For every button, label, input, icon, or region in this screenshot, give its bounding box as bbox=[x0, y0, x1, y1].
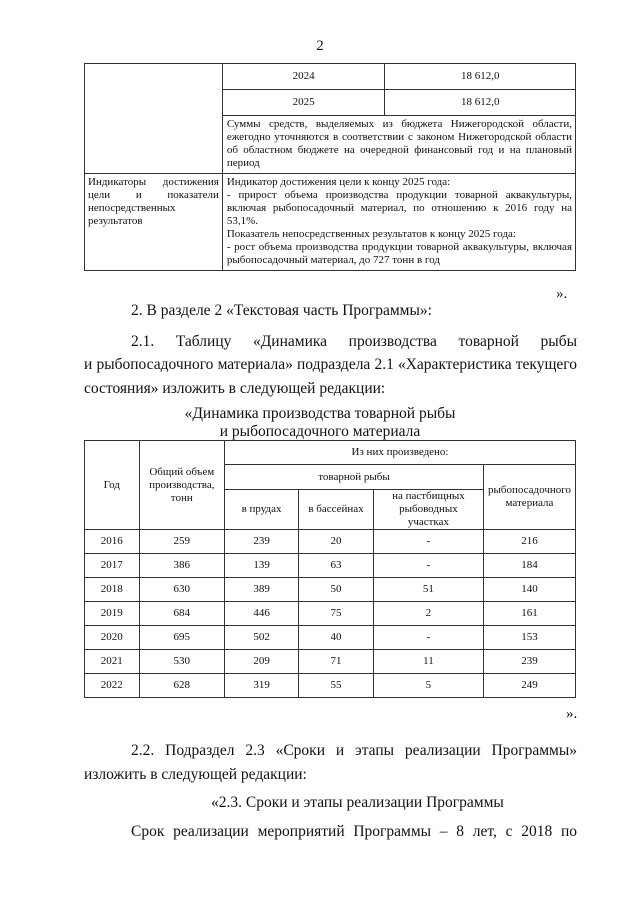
year-cell: 2022 bbox=[85, 674, 140, 698]
paragraph-section-2: 2. В разделе 2 «Текстовая часть Программы»: bbox=[131, 302, 432, 319]
year-cell: 2019 bbox=[85, 602, 140, 626]
total-cell: 259 bbox=[139, 530, 224, 554]
stocking-cell: 216 bbox=[483, 530, 575, 554]
ponds-cell: 389 bbox=[225, 578, 299, 602]
stocking-cell: 153 bbox=[483, 626, 575, 650]
pasture-cell: 5 bbox=[373, 674, 483, 698]
amount-cell: 18 612,0 bbox=[385, 64, 576, 90]
table-row bbox=[85, 674, 576, 698]
stocking-cell: 184 bbox=[483, 554, 575, 578]
ponds-cell: 139 bbox=[225, 554, 299, 578]
total-cell: 695 bbox=[139, 626, 224, 650]
header-produced: Из них произведено: bbox=[225, 441, 576, 465]
year-cell: 2024 bbox=[222, 64, 385, 90]
pools-cell: 20 bbox=[299, 530, 374, 554]
pools-cell: 55 bbox=[299, 674, 374, 698]
page-number: 2 bbox=[316, 38, 324, 54]
total-cell: 530 bbox=[139, 650, 224, 674]
closing-quote: ». bbox=[566, 706, 578, 722]
header-total: Общий объем производства, тонн bbox=[139, 441, 224, 530]
table-header-row bbox=[85, 441, 576, 465]
pasture-cell: 11 bbox=[373, 650, 483, 674]
year-cell: 2025 bbox=[222, 90, 385, 116]
pasture-cell: - bbox=[373, 626, 483, 650]
table-title bbox=[0, 405, 640, 441]
header-commercial-fish: товарной рыбы bbox=[225, 465, 484, 490]
paragraph-term: Срок реализации мероприятий Программы – 8 лет, с 2018 по bbox=[131, 823, 577, 840]
paragraph-2-1-line: 2.1. Таблицу «Динамика производства товарной рыбы bbox=[131, 333, 577, 350]
budget-note: Суммы средств, выделяемых из бюджета Нижегородской области, ежегодно уточняются в соответствии с законом Нижегородской области об областном бюджете на очередной финансовый год и на плановый период bbox=[222, 116, 575, 174]
stocking-cell: 140 bbox=[483, 578, 575, 602]
indicator-line: - рост объема производства продукции товарной аквакультуры, включая рыбопосадочный материал, до 727 тонн в год bbox=[226, 241, 572, 266]
total-cell: 630 bbox=[139, 578, 224, 602]
year-cell: 2018 bbox=[85, 578, 140, 602]
ponds-cell: 319 bbox=[225, 674, 299, 698]
indicator-line: Индикатор достижения цели к концу 2025 года: bbox=[226, 176, 451, 188]
empty-label-cell bbox=[85, 64, 223, 174]
pasture-cell: 2 bbox=[373, 602, 483, 626]
amount-cell: 18 612,0 bbox=[385, 90, 576, 116]
pasture-cell: - bbox=[373, 554, 483, 578]
paragraph-2-2-line: 2.2. Подраздел 2.3 «Сроки и этапы реализации Программы» bbox=[131, 742, 577, 759]
year-cell: 2021 bbox=[85, 650, 140, 674]
year-cell: 2016 bbox=[85, 530, 140, 554]
ponds-cell: 446 bbox=[225, 602, 299, 626]
table-row bbox=[85, 578, 576, 602]
header-pasture: на пастбищных рыбоводных участках bbox=[373, 490, 483, 530]
ponds-cell: 239 bbox=[225, 530, 299, 554]
pools-cell: 75 bbox=[299, 602, 374, 626]
table-row bbox=[85, 554, 576, 578]
stocking-cell: 161 bbox=[483, 602, 575, 626]
paragraph-2-2-line: изложить в следующей редакции: bbox=[84, 766, 307, 783]
funding-table bbox=[84, 63, 576, 271]
indicator-line: Показатель непосредственных результатов к концу 2025 года: bbox=[226, 228, 516, 240]
table-row bbox=[85, 602, 576, 626]
pools-cell: 40 bbox=[299, 626, 374, 650]
indicators-label: Индикаторы достижения цели и показатели непосредственных результатов bbox=[85, 174, 223, 271]
pasture-cell: 51 bbox=[373, 578, 483, 602]
header-stocking: рыбопосадочного материала bbox=[483, 465, 575, 530]
indicator-line: - прирост объема производства продукции товарной аквакультуры, включая рыбопосадочный материал, по отношению к 2016 году на 53,1%. bbox=[226, 189, 572, 227]
stocking-cell: 239 bbox=[483, 650, 575, 674]
year-cell: 2020 bbox=[85, 626, 140, 650]
pools-cell: 71 bbox=[299, 650, 374, 674]
paragraph-2-1-line: состояния» изложить в следующей редакции: bbox=[84, 380, 386, 397]
stocking-cell: 249 bbox=[483, 674, 575, 698]
pasture-cell: - bbox=[373, 530, 483, 554]
indicators-text bbox=[222, 174, 575, 271]
year-cell: 2017 bbox=[85, 554, 140, 578]
table-row bbox=[85, 650, 576, 674]
dynamics-table bbox=[84, 440, 576, 698]
paragraph-2-1-line: и рыбопосадочного материала» подраздела 2.1 «Характеристика текущего bbox=[84, 356, 577, 373]
table-row bbox=[85, 626, 576, 650]
header-pools: в бассейнах bbox=[299, 490, 374, 530]
table-title-line: и рыбопосадочного материала bbox=[219, 423, 421, 440]
closing-quote: ». bbox=[556, 286, 568, 302]
pools-cell: 63 bbox=[299, 554, 374, 578]
total-cell: 684 bbox=[139, 602, 224, 626]
pools-cell: 50 bbox=[299, 578, 374, 602]
table-row bbox=[85, 174, 576, 271]
table-row bbox=[85, 64, 576, 90]
total-cell: 386 bbox=[139, 554, 224, 578]
subsection-title: «2.3. Сроки и этапы реализации Программы bbox=[211, 794, 504, 811]
ponds-cell: 502 bbox=[225, 626, 299, 650]
header-year: Год bbox=[85, 441, 140, 530]
ponds-cell: 209 bbox=[225, 650, 299, 674]
header-ponds: в прудах bbox=[225, 490, 299, 530]
table-title-line: «Динамика производства товарной рыбы bbox=[184, 405, 456, 422]
table-row bbox=[85, 530, 576, 554]
total-cell: 628 bbox=[139, 674, 224, 698]
